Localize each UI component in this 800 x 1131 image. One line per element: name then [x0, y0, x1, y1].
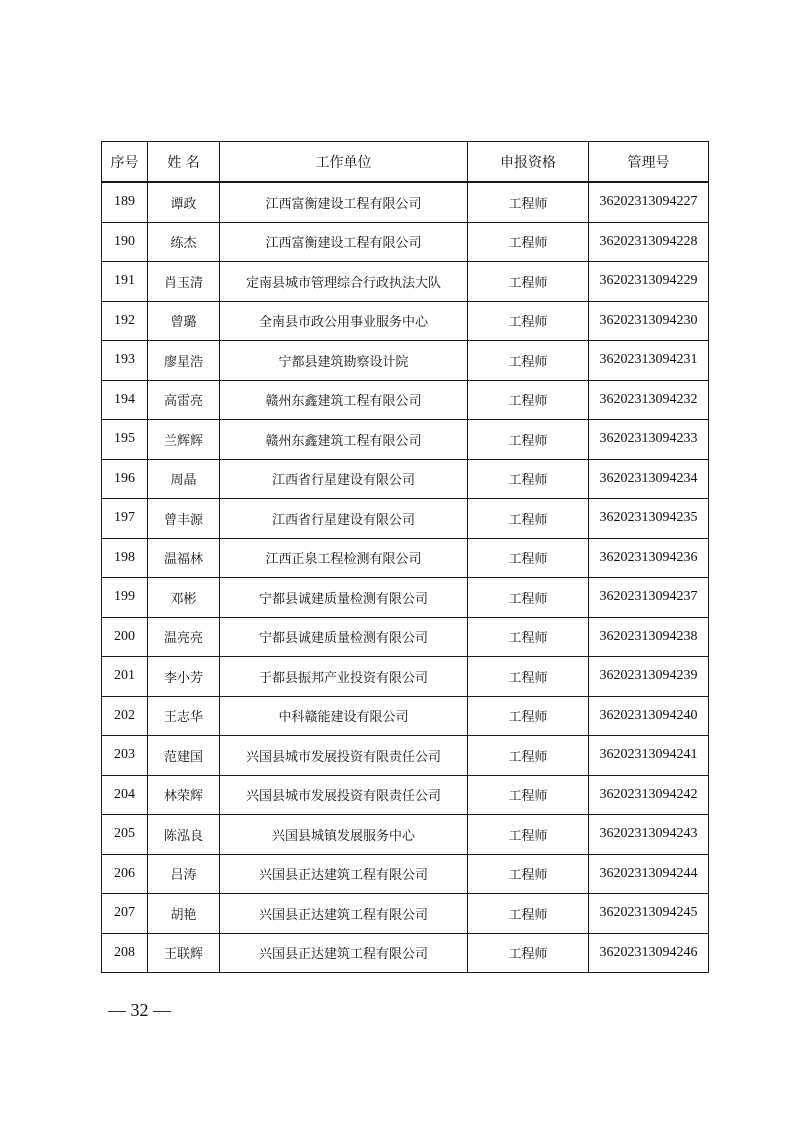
- cell-index: 196: [102, 459, 148, 499]
- header-code: 管理号: [589, 142, 709, 183]
- cell-employer: 江西富衡建设工程有限公司: [220, 222, 468, 262]
- cell-qualification: 工程师: [468, 933, 589, 973]
- cell-index: 206: [102, 854, 148, 894]
- cell-index: 197: [102, 499, 148, 539]
- table-row: [102, 933, 709, 973]
- cell-name: 周晶: [148, 459, 220, 499]
- cell-employer: 兴国县城市发展投资有限责任公司: [220, 775, 468, 815]
- cell-employer: 定南县城市管理综合行政执法大队: [220, 262, 468, 302]
- cell-employer: 江西省行星建设有限公司: [220, 499, 468, 539]
- roster-table: [101, 141, 709, 973]
- cell-employer: 宁都县诚建质量检测有限公司: [220, 578, 468, 618]
- cell-code: 36202313094246: [589, 933, 709, 973]
- cell-qualification: 工程师: [468, 262, 589, 302]
- cell-qualification: 工程师: [468, 459, 589, 499]
- cell-employer: 兴国县城市发展投资有限责任公司: [220, 736, 468, 776]
- cell-employer: 宁都县诚建质量检测有限公司: [220, 617, 468, 657]
- cell-name: 林荣辉: [148, 775, 220, 815]
- cell-index: 198: [102, 538, 148, 578]
- cell-code: 36202313094230: [589, 301, 709, 341]
- cell-qualification: 工程师: [468, 696, 589, 736]
- cell-name: 吕涛: [148, 854, 220, 894]
- table-row: [102, 499, 709, 539]
- cell-index: 192: [102, 301, 148, 341]
- cell-name: 范建国: [148, 736, 220, 776]
- cell-qualification: 工程师: [468, 736, 589, 776]
- cell-qualification: 工程师: [468, 341, 589, 381]
- cell-code: 36202313094227: [589, 182, 709, 222]
- cell-name: 高雷亮: [148, 380, 220, 420]
- cell-qualification: 工程师: [468, 775, 589, 815]
- table-row: [102, 775, 709, 815]
- cell-employer: 宁都县建筑勘察设计院: [220, 341, 468, 381]
- cell-employer: 江西省行星建设有限公司: [220, 459, 468, 499]
- table-body: [102, 182, 709, 973]
- cell-code: 36202313094236: [589, 538, 709, 578]
- table-row: [102, 341, 709, 381]
- cell-qualification: 工程师: [468, 222, 589, 262]
- cell-qualification: 工程师: [468, 182, 589, 222]
- cell-employer: 兴国县正达建筑工程有限公司: [220, 933, 468, 973]
- cell-index: 205: [102, 815, 148, 855]
- table-row: [102, 657, 709, 697]
- cell-code: 36202313094231: [589, 341, 709, 381]
- table-row: [102, 696, 709, 736]
- cell-name: 胡艳: [148, 894, 220, 934]
- cell-qualification: 工程师: [468, 617, 589, 657]
- table-row: [102, 617, 709, 657]
- cell-name: 曾丰源: [148, 499, 220, 539]
- cell-index: 200: [102, 617, 148, 657]
- cell-name: 练杰: [148, 222, 220, 262]
- cell-code: 36202313094241: [589, 736, 709, 776]
- cell-employer: 江西富衡建设工程有限公司: [220, 182, 468, 222]
- cell-index: 199: [102, 578, 148, 618]
- cell-code: 36202313094238: [589, 617, 709, 657]
- cell-code: 36202313094229: [589, 262, 709, 302]
- cell-index: 201: [102, 657, 148, 697]
- table-row: [102, 459, 709, 499]
- cell-qualification: 工程师: [468, 499, 589, 539]
- cell-qualification: 工程师: [468, 657, 589, 697]
- cell-name: 温亮亮: [148, 617, 220, 657]
- table-row: [102, 420, 709, 460]
- cell-qualification: 工程师: [468, 301, 589, 341]
- cell-name: 谭政: [148, 182, 220, 222]
- cell-employer: 兴国县城镇发展服务中心: [220, 815, 468, 855]
- cell-qualification: 工程师: [468, 578, 589, 618]
- cell-name: 温福林: [148, 538, 220, 578]
- cell-code: 36202313094240: [589, 696, 709, 736]
- cell-employer: 兴国县正达建筑工程有限公司: [220, 854, 468, 894]
- table-row: [102, 854, 709, 894]
- table-header: [102, 142, 709, 183]
- cell-name: 兰辉辉: [148, 420, 220, 460]
- cell-name: 廖星浩: [148, 341, 220, 381]
- cell-code: 36202313094228: [589, 222, 709, 262]
- cell-name: 肖玉清: [148, 262, 220, 302]
- cell-name: 王联辉: [148, 933, 220, 973]
- table-row: [102, 380, 709, 420]
- table-row: [102, 262, 709, 302]
- cell-index: 204: [102, 775, 148, 815]
- cell-code: 36202313094239: [589, 657, 709, 697]
- cell-index: 207: [102, 894, 148, 934]
- cell-qualification: 工程师: [468, 420, 589, 460]
- table-row: [102, 736, 709, 776]
- cell-code: 36202313094233: [589, 420, 709, 460]
- cell-name: 王志华: [148, 696, 220, 736]
- table-row: [102, 182, 709, 222]
- cell-name: 曾璐: [148, 301, 220, 341]
- cell-name: 陈泓良: [148, 815, 220, 855]
- table-row: [102, 538, 709, 578]
- cell-index: 191: [102, 262, 148, 302]
- cell-index: 202: [102, 696, 148, 736]
- cell-index: 203: [102, 736, 148, 776]
- cell-code: 36202313094242: [589, 775, 709, 815]
- cell-code: 36202313094234: [589, 459, 709, 499]
- cell-index: 193: [102, 341, 148, 381]
- table-row: [102, 894, 709, 934]
- cell-employer: 赣州东鑫建筑工程有限公司: [220, 380, 468, 420]
- header-employer: 工作单位: [220, 142, 468, 183]
- cell-code: 36202313094243: [589, 815, 709, 855]
- header-index: 序号: [102, 142, 148, 183]
- cell-index: 190: [102, 222, 148, 262]
- cell-qualification: 工程师: [468, 538, 589, 578]
- cell-employer: 于都县振邦产业投资有限公司: [220, 657, 468, 697]
- cell-qualification: 工程师: [468, 380, 589, 420]
- cell-employer: 中科赣能建设有限公司: [220, 696, 468, 736]
- header-name: 姓 名: [148, 142, 220, 183]
- cell-index: 194: [102, 380, 148, 420]
- cell-qualification: 工程师: [468, 894, 589, 934]
- table-row: [102, 222, 709, 262]
- cell-code: 36202313094235: [589, 499, 709, 539]
- cell-code: 36202313094232: [589, 380, 709, 420]
- page-number: — 32 —: [108, 1000, 171, 1020]
- header-qualification: 申报资格: [468, 142, 589, 183]
- cell-name: 邓彬: [148, 578, 220, 618]
- cell-index: 208: [102, 933, 148, 973]
- cell-employer: 全南县市政公用事业服务中心: [220, 301, 468, 341]
- cell-employer: 兴国县正达建筑工程有限公司: [220, 894, 468, 934]
- cell-code: 36202313094244: [589, 854, 709, 894]
- cell-employer: 赣州东鑫建筑工程有限公司: [220, 420, 468, 460]
- header-row: [102, 142, 709, 183]
- cell-qualification: 工程师: [468, 854, 589, 894]
- table-row: [102, 301, 709, 341]
- cell-code: 36202313094237: [589, 578, 709, 618]
- cell-employer: 江西正泉工程检测有限公司: [220, 538, 468, 578]
- cell-name: 李小芳: [148, 657, 220, 697]
- table-row: [102, 815, 709, 855]
- cell-index: 189: [102, 182, 148, 222]
- table-row: [102, 578, 709, 618]
- cell-qualification: 工程师: [468, 815, 589, 855]
- cell-index: 195: [102, 420, 148, 460]
- cell-code: 36202313094245: [589, 894, 709, 934]
